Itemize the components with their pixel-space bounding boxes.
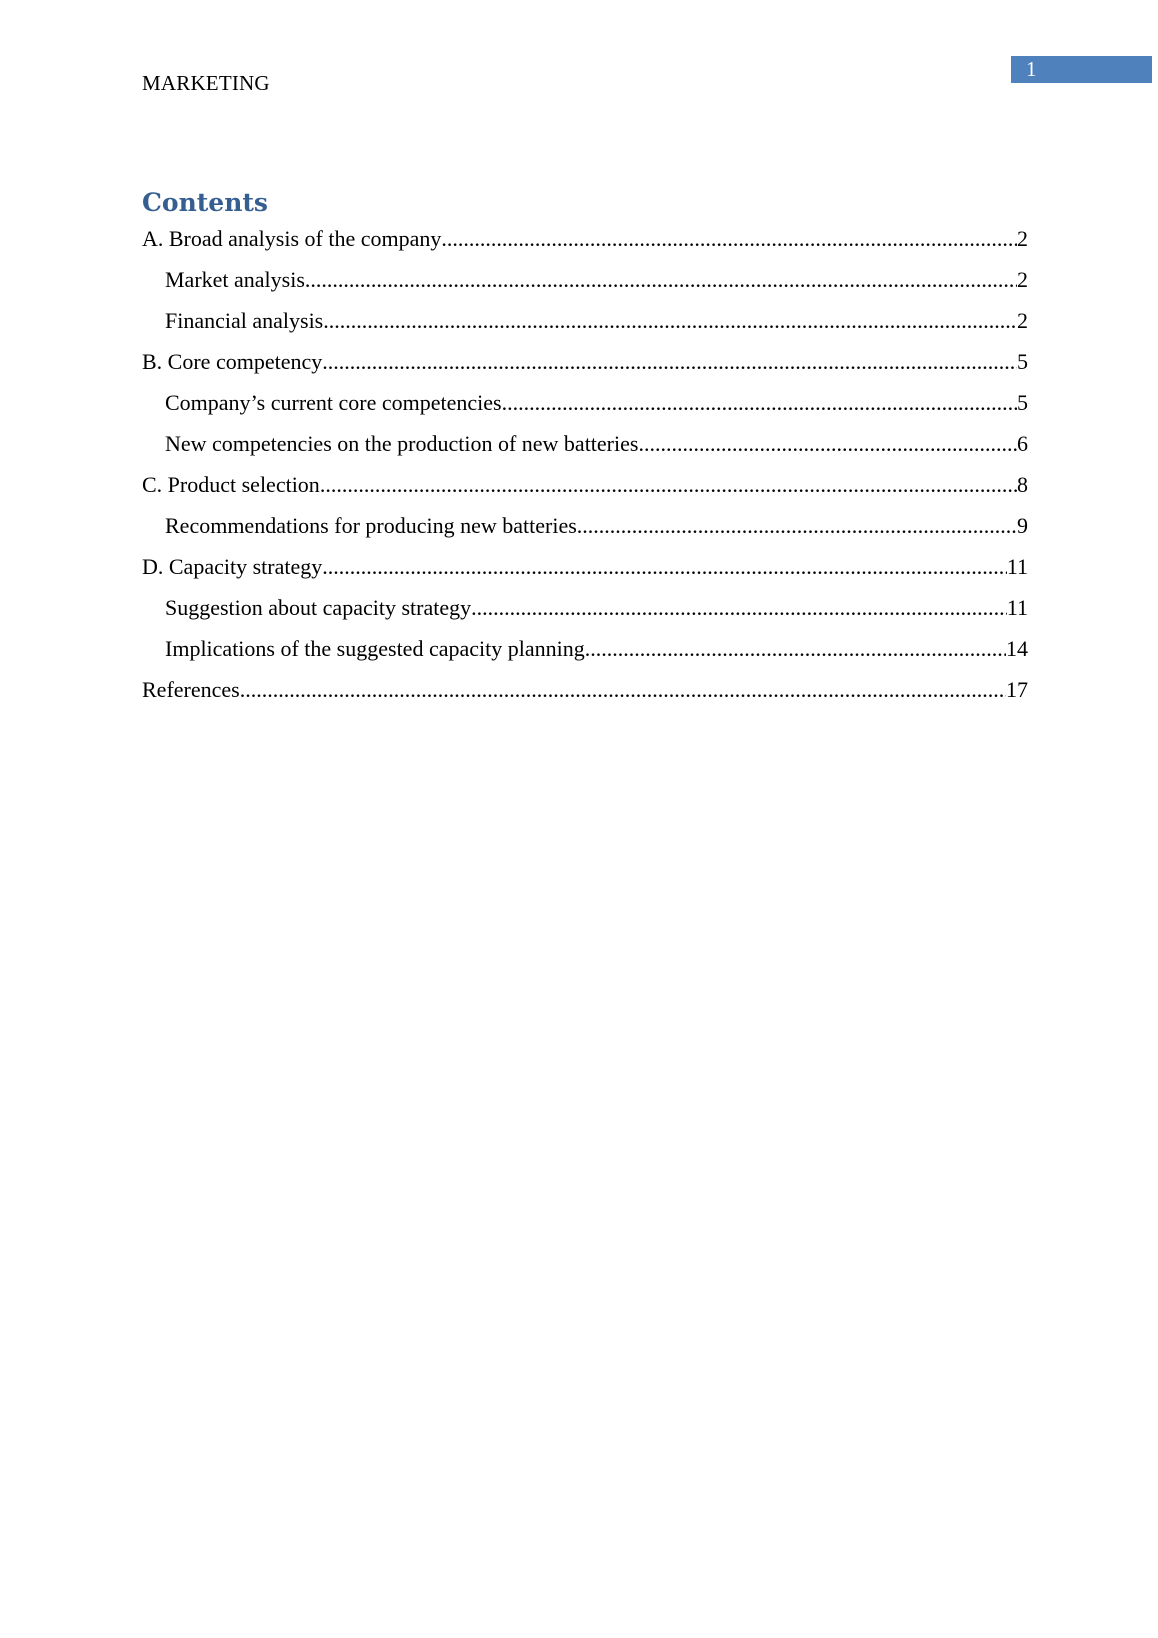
toc-entry[interactable] xyxy=(142,468,1028,509)
toc-entry-page: 5 xyxy=(1017,349,1028,374)
toc-dot-leader xyxy=(322,550,1007,584)
toc-entry[interactable] xyxy=(142,591,1028,632)
toc-entry[interactable] xyxy=(142,263,1028,304)
toc-entry-title: Financial analysis xyxy=(165,308,324,333)
toc-entry[interactable] xyxy=(142,386,1028,427)
toc-dot-leader xyxy=(471,591,1007,625)
toc-entry-page: 2 xyxy=(1017,226,1028,251)
toc-dot-leader xyxy=(638,427,1017,461)
toc-entry-page: 9 xyxy=(1017,513,1028,538)
page-number: 1 xyxy=(1026,57,1037,81)
toc-dot-leader xyxy=(441,222,1017,256)
toc-entry[interactable] xyxy=(142,673,1028,714)
toc-dot-leader xyxy=(305,263,1017,297)
toc-entry-page: 14 xyxy=(1006,636,1028,661)
toc-dot-leader xyxy=(585,632,1006,666)
toc-dot-leader xyxy=(323,304,1017,338)
toc-entry[interactable] xyxy=(142,632,1028,673)
toc-entry-title: Suggestion about capacity strategy xyxy=(165,595,472,620)
toc-entry[interactable] xyxy=(142,427,1028,468)
toc-entry-title: Recommendations for producing new batteries xyxy=(165,513,577,538)
toc-entry-title: Market analysis xyxy=(165,267,305,292)
toc-entry-title: B. Core competency xyxy=(142,349,323,374)
toc-entry[interactable] xyxy=(142,550,1028,591)
toc-entry-title: Company’s current core competencies xyxy=(165,390,502,415)
toc-entry-page: 5 xyxy=(1017,390,1028,415)
toc-entry-page: 6 xyxy=(1017,431,1028,456)
toc-entry-page: 17 xyxy=(1006,677,1028,702)
toc-entry[interactable] xyxy=(142,509,1028,550)
toc-entry-page: 2 xyxy=(1017,308,1028,333)
toc-entry-title: C. Product selection xyxy=(142,472,320,497)
toc-entry-title: References xyxy=(142,677,240,702)
toc-entry-title: Implications of the suggested capacity planning xyxy=(165,636,585,661)
toc-entry-title: New competencies on the production of new batteries xyxy=(165,431,639,456)
toc-dot-leader xyxy=(322,345,1017,379)
toc-entry[interactable] xyxy=(142,304,1028,345)
running-header: MARKETING xyxy=(142,71,270,95)
toc-dot-leader xyxy=(502,386,1017,420)
toc-dot-leader xyxy=(577,509,1017,543)
page-number-badge xyxy=(1011,56,1152,83)
toc-entry-page: 8 xyxy=(1017,472,1028,497)
toc-entry-title: D. Capacity strategy xyxy=(142,554,323,579)
toc-heading: Contents xyxy=(142,188,269,217)
toc-entry[interactable] xyxy=(142,345,1028,386)
toc-dot-leader xyxy=(320,468,1017,502)
table-of-contents xyxy=(142,222,1028,714)
toc-entry-page: 11 xyxy=(1006,554,1028,579)
toc-dot-leader xyxy=(240,673,1006,707)
toc-entry-title: A. Broad analysis of the company xyxy=(142,226,442,251)
toc-entry[interactable] xyxy=(142,222,1028,263)
toc-entry-page: 11 xyxy=(1006,595,1028,620)
toc-entry-page: 2 xyxy=(1017,267,1028,292)
